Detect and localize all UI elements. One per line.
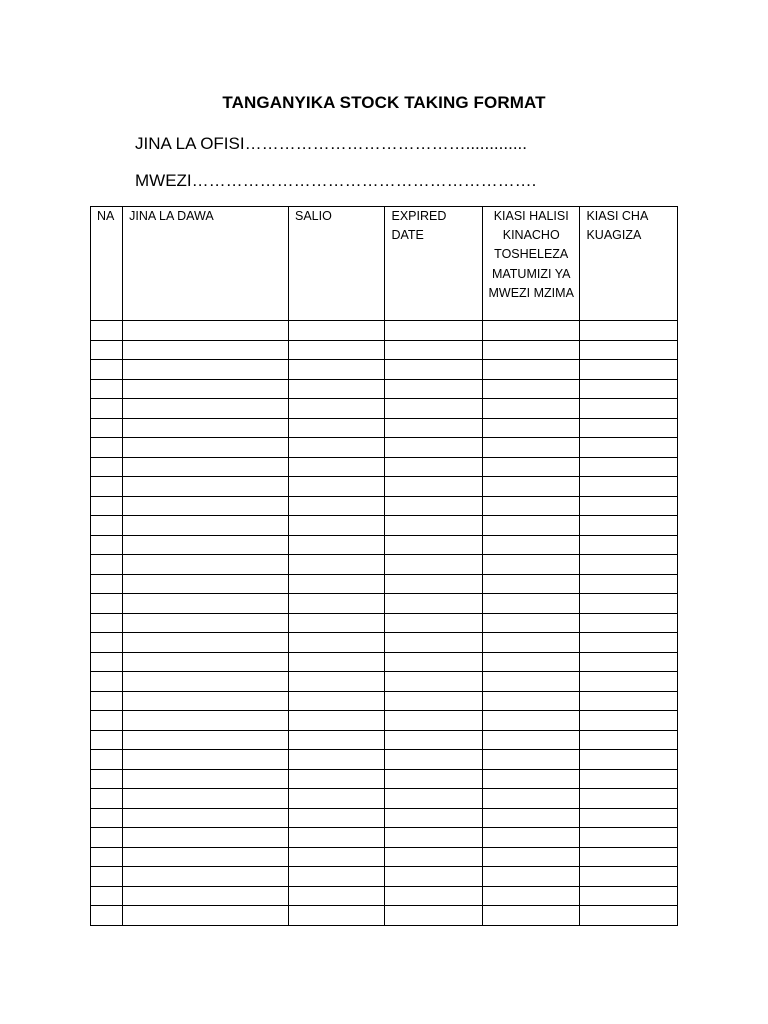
table-body: [91, 321, 678, 926]
cell-salio: [289, 847, 385, 867]
cell-jina-la-dawa: [123, 418, 289, 438]
table-row: [91, 516, 678, 536]
cell-kiasi-cha-kuagiza: [580, 477, 678, 497]
cell-salio: [289, 574, 385, 594]
cell-expired-date: [385, 652, 482, 672]
cell-salio: [289, 418, 385, 438]
cell-jina-la-dawa: [123, 711, 289, 731]
cell-kiasi-halisi: [482, 750, 579, 770]
cell-na: [91, 847, 123, 867]
table-row: [91, 867, 678, 887]
cell-expired-date: [385, 516, 482, 536]
cell-jina-la-dawa: [123, 574, 289, 594]
cell-kiasi-halisi: [482, 399, 579, 419]
table-row: [91, 672, 678, 692]
cell-kiasi-cha-kuagiza: [580, 808, 678, 828]
stock-table: [90, 206, 678, 926]
month-field: MWEZI…………………………………………………….: [135, 171, 537, 190]
cell-kiasi-cha-kuagiza: [580, 886, 678, 906]
cell-expired-date: [385, 360, 482, 380]
cell-kiasi-halisi: [482, 789, 579, 809]
cell-kiasi-cha-kuagiza: [580, 613, 678, 633]
cell-kiasi-halisi: [482, 886, 579, 906]
cell-na: [91, 535, 123, 555]
cell-jina-la-dawa: [123, 321, 289, 341]
cell-salio: [289, 769, 385, 789]
cell-na: [91, 789, 123, 809]
cell-na: [91, 418, 123, 438]
cell-na: [91, 574, 123, 594]
table-row: [91, 730, 678, 750]
cell-kiasi-halisi: [482, 808, 579, 828]
cell-expired-date: [385, 769, 482, 789]
table-row: [91, 769, 678, 789]
cell-na: [91, 399, 123, 419]
cell-jina-la-dawa: [123, 535, 289, 555]
cell-kiasi-cha-kuagiza: [580, 711, 678, 731]
header-na: NA: [91, 207, 123, 321]
cell-jina-la-dawa: [123, 555, 289, 575]
cell-salio: [289, 340, 385, 360]
cell-kiasi-cha-kuagiza: [580, 360, 678, 380]
cell-salio: [289, 633, 385, 653]
cell-expired-date: [385, 886, 482, 906]
cell-na: [91, 477, 123, 497]
cell-salio: [289, 652, 385, 672]
cell-jina-la-dawa: [123, 496, 289, 516]
cell-kiasi-cha-kuagiza: [580, 418, 678, 438]
cell-expired-date: [385, 321, 482, 341]
cell-kiasi-halisi: [482, 594, 579, 614]
cell-salio: [289, 828, 385, 848]
table-row: [91, 379, 678, 399]
cell-expired-date: [385, 672, 482, 692]
cell-na: [91, 594, 123, 614]
cell-kiasi-halisi: [482, 457, 579, 477]
table-row: [91, 691, 678, 711]
cell-na: [91, 516, 123, 536]
cell-salio: [289, 750, 385, 770]
cell-kiasi-halisi: [482, 321, 579, 341]
cell-na: [91, 379, 123, 399]
cell-expired-date: [385, 906, 482, 926]
table-row: [91, 457, 678, 477]
cell-expired-date: [385, 477, 482, 497]
table-row: [91, 711, 678, 731]
cell-na: [91, 730, 123, 750]
cell-kiasi-cha-kuagiza: [580, 438, 678, 458]
cell-kiasi-cha-kuagiza: [580, 574, 678, 594]
cell-jina-la-dawa: [123, 691, 289, 711]
cell-kiasi-cha-kuagiza: [580, 769, 678, 789]
cell-na: [91, 633, 123, 653]
cell-na: [91, 691, 123, 711]
cell-jina-la-dawa: [123, 808, 289, 828]
cell-jina-la-dawa: [123, 672, 289, 692]
cell-jina-la-dawa: [123, 769, 289, 789]
header-kiasi-cha-kuagiza: KIASI CHA KUAGIZA: [580, 207, 678, 321]
cell-kiasi-halisi: [482, 496, 579, 516]
table-row: [91, 808, 678, 828]
cell-jina-la-dawa: [123, 399, 289, 419]
cell-expired-date: [385, 594, 482, 614]
cell-na: [91, 750, 123, 770]
cell-expired-date: [385, 379, 482, 399]
cell-expired-date: [385, 867, 482, 887]
cell-jina-la-dawa: [123, 750, 289, 770]
cell-salio: [289, 808, 385, 828]
cell-expired-date: [385, 828, 482, 848]
table-row: [91, 828, 678, 848]
table-row: [91, 535, 678, 555]
table-row: [91, 594, 678, 614]
cell-salio: [289, 672, 385, 692]
cell-kiasi-halisi: [482, 340, 579, 360]
cell-salio: [289, 379, 385, 399]
cell-kiasi-halisi: [482, 516, 579, 536]
cell-salio: [289, 438, 385, 458]
cell-kiasi-halisi: [482, 535, 579, 555]
cell-salio: [289, 360, 385, 380]
cell-jina-la-dawa: [123, 730, 289, 750]
office-name-field: JINA LA OFISI………………………………….............: [135, 134, 527, 153]
cell-kiasi-halisi: [482, 555, 579, 575]
cell-kiasi-cha-kuagiza: [580, 594, 678, 614]
cell-expired-date: [385, 613, 482, 633]
cell-kiasi-cha-kuagiza: [580, 321, 678, 341]
table-row: [91, 886, 678, 906]
cell-kiasi-cha-kuagiza: [580, 379, 678, 399]
table-row: [91, 847, 678, 867]
cell-kiasi-cha-kuagiza: [580, 750, 678, 770]
cell-jina-la-dawa: [123, 477, 289, 497]
cell-na: [91, 906, 123, 926]
cell-na: [91, 828, 123, 848]
cell-na: [91, 340, 123, 360]
cell-salio: [289, 535, 385, 555]
cell-expired-date: [385, 418, 482, 438]
cell-kiasi-cha-kuagiza: [580, 730, 678, 750]
cell-kiasi-cha-kuagiza: [580, 496, 678, 516]
header-row: [91, 207, 678, 321]
cell-salio: [289, 867, 385, 887]
table-row: [91, 574, 678, 594]
cell-na: [91, 652, 123, 672]
cell-kiasi-cha-kuagiza: [580, 516, 678, 536]
table-row: [91, 418, 678, 438]
cell-kiasi-halisi: [482, 418, 579, 438]
cell-salio: [289, 477, 385, 497]
table-row: [91, 477, 678, 497]
cell-kiasi-cha-kuagiza: [580, 672, 678, 692]
cell-kiasi-cha-kuagiza: [580, 867, 678, 887]
table-row: [91, 438, 678, 458]
cell-jina-la-dawa: [123, 379, 289, 399]
cell-salio: [289, 691, 385, 711]
cell-kiasi-cha-kuagiza: [580, 535, 678, 555]
header-expired-date: EXPIRED DATE: [385, 207, 482, 321]
cell-salio: [289, 496, 385, 516]
header-jina-la-dawa: JINA LA DAWA: [123, 207, 289, 321]
cell-kiasi-halisi: [482, 867, 579, 887]
cell-kiasi-cha-kuagiza: [580, 691, 678, 711]
cell-kiasi-halisi: [482, 711, 579, 731]
cell-kiasi-halisi: [482, 613, 579, 633]
cell-kiasi-halisi: [482, 730, 579, 750]
table-row: [91, 906, 678, 926]
cell-expired-date: [385, 535, 482, 555]
table-row: [91, 399, 678, 419]
cell-na: [91, 555, 123, 575]
cell-jina-la-dawa: [123, 457, 289, 477]
cell-jina-la-dawa: [123, 652, 289, 672]
cell-jina-la-dawa: [123, 594, 289, 614]
cell-jina-la-dawa: [123, 340, 289, 360]
cell-kiasi-cha-kuagiza: [580, 789, 678, 809]
cell-kiasi-halisi: [482, 438, 579, 458]
cell-na: [91, 457, 123, 477]
cell-kiasi-cha-kuagiza: [580, 828, 678, 848]
header-kiasi-halisi: KIASI HALISI KINACHO TOSHELEZA MATUMIZI YA MWEZI MZIMA: [482, 207, 579, 321]
cell-kiasi-halisi: [482, 574, 579, 594]
page-title: TANGANYIKA STOCK TAKING FORMAT: [222, 93, 546, 112]
cell-na: [91, 769, 123, 789]
cell-salio: [289, 399, 385, 419]
cell-expired-date: [385, 555, 482, 575]
cell-kiasi-halisi: [482, 691, 579, 711]
cell-jina-la-dawa: [123, 633, 289, 653]
cell-expired-date: [385, 340, 482, 360]
cell-salio: [289, 789, 385, 809]
cell-salio: [289, 457, 385, 477]
cell-salio: [289, 730, 385, 750]
cell-salio: [289, 516, 385, 536]
cell-jina-la-dawa: [123, 438, 289, 458]
header-salio: SALIO: [289, 207, 385, 321]
cell-kiasi-cha-kuagiza: [580, 906, 678, 926]
cell-na: [91, 438, 123, 458]
cell-expired-date: [385, 691, 482, 711]
cell-expired-date: [385, 574, 482, 594]
table-row: [91, 750, 678, 770]
cell-kiasi-cha-kuagiza: [580, 399, 678, 419]
cell-salio: [289, 711, 385, 731]
cell-kiasi-halisi: [482, 828, 579, 848]
cell-expired-date: [385, 711, 482, 731]
cell-kiasi-halisi: [482, 477, 579, 497]
cell-na: [91, 808, 123, 828]
cell-na: [91, 496, 123, 516]
cell-jina-la-dawa: [123, 613, 289, 633]
cell-jina-la-dawa: [123, 789, 289, 809]
cell-expired-date: [385, 808, 482, 828]
cell-na: [91, 672, 123, 692]
cell-kiasi-halisi: [482, 769, 579, 789]
cell-kiasi-halisi: [482, 633, 579, 653]
cell-na: [91, 886, 123, 906]
cell-na: [91, 613, 123, 633]
cell-kiasi-cha-kuagiza: [580, 652, 678, 672]
cell-expired-date: [385, 633, 482, 653]
cell-na: [91, 321, 123, 341]
cell-kiasi-halisi: [482, 906, 579, 926]
cell-jina-la-dawa: [123, 886, 289, 906]
cell-jina-la-dawa: [123, 847, 289, 867]
cell-expired-date: [385, 730, 482, 750]
table-row: [91, 360, 678, 380]
cell-kiasi-halisi: [482, 360, 579, 380]
cell-salio: [289, 886, 385, 906]
table-row: [91, 555, 678, 575]
cell-kiasi-halisi: [482, 652, 579, 672]
cell-expired-date: [385, 399, 482, 419]
table-row: [91, 633, 678, 653]
cell-jina-la-dawa: [123, 867, 289, 887]
cell-kiasi-cha-kuagiza: [580, 633, 678, 653]
cell-expired-date: [385, 438, 482, 458]
cell-expired-date: [385, 847, 482, 867]
cell-salio: [289, 906, 385, 926]
cell-expired-date: [385, 496, 482, 516]
cell-kiasi-cha-kuagiza: [580, 340, 678, 360]
table-row: [91, 340, 678, 360]
cell-na: [91, 711, 123, 731]
cell-jina-la-dawa: [123, 516, 289, 536]
table-row: [91, 613, 678, 633]
cell-kiasi-halisi: [482, 379, 579, 399]
cell-salio: [289, 555, 385, 575]
cell-expired-date: [385, 789, 482, 809]
cell-salio: [289, 321, 385, 341]
cell-expired-date: [385, 750, 482, 770]
cell-jina-la-dawa: [123, 360, 289, 380]
cell-jina-la-dawa: [123, 828, 289, 848]
cell-jina-la-dawa: [123, 906, 289, 926]
cell-kiasi-cha-kuagiza: [580, 847, 678, 867]
table-row: [91, 789, 678, 809]
cell-kiasi-halisi: [482, 672, 579, 692]
table-row: [91, 496, 678, 516]
cell-kiasi-cha-kuagiza: [580, 457, 678, 477]
cell-na: [91, 360, 123, 380]
cell-salio: [289, 594, 385, 614]
cell-kiasi-halisi: [482, 847, 579, 867]
cell-kiasi-cha-kuagiza: [580, 555, 678, 575]
table-row: [91, 321, 678, 341]
cell-na: [91, 867, 123, 887]
cell-expired-date: [385, 457, 482, 477]
table-header: [91, 207, 678, 321]
cell-salio: [289, 613, 385, 633]
table-row: [91, 652, 678, 672]
